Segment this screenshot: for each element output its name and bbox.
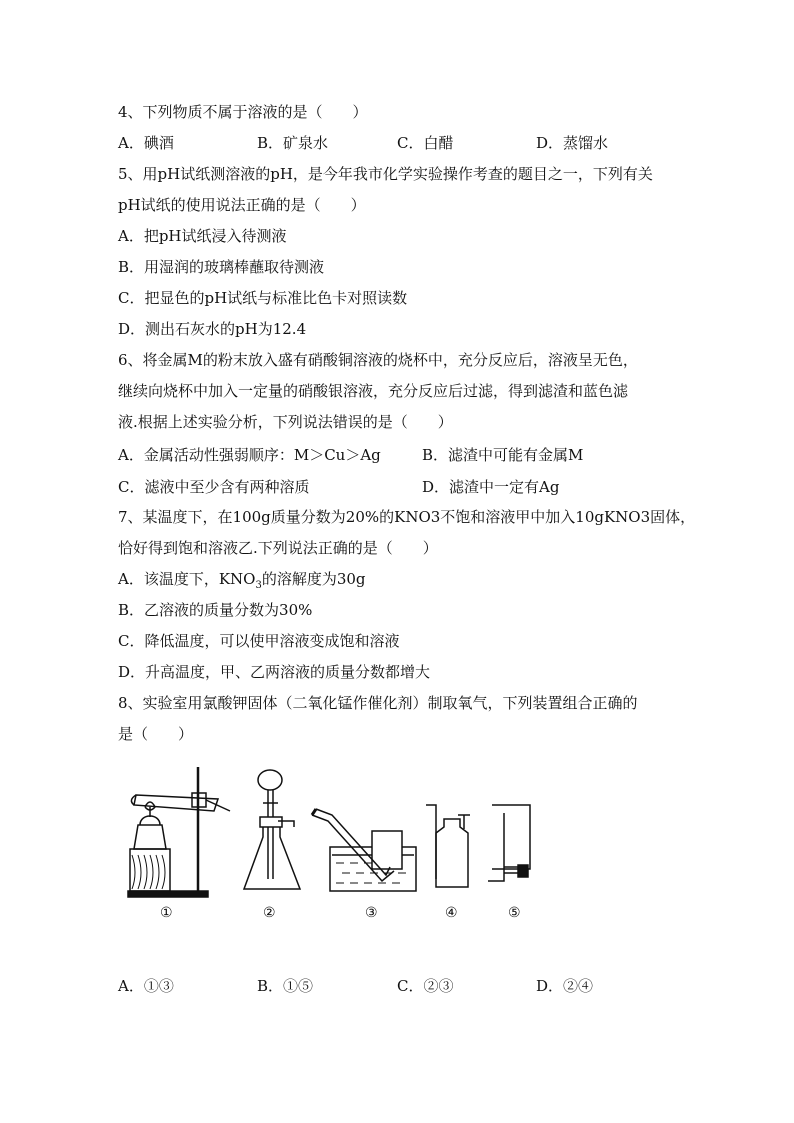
q5-option-a: A．把pH试纸浸入待测液 (118, 227, 287, 245)
apparatus-figure (118, 755, 548, 921)
q6-option-d: D．滤渣中一定有Ag (422, 478, 560, 496)
q7-stem-line2: 恰好得到饱和溶液乙.下列说法正确的是（ ） (118, 539, 438, 557)
apparatus-label-5: ⑤ (508, 905, 521, 921)
q6-stem-line1: 6、将金属M的粉末放入盛有硝酸铜溶液的烧杯中，充分反应后，溶液呈无色， (118, 351, 638, 369)
q4-option-a: A．碘酒 (118, 134, 174, 152)
q6-option-c: C．滤液中至少含有两种溶质 (118, 478, 310, 496)
q8-option-d: D．②④ (536, 977, 594, 995)
q4-option-d: D．蒸馏水 (536, 134, 609, 152)
apparatus-label-3: ③ (365, 905, 378, 921)
q5-stem-line2: pH试纸的使用说法正确的是（ ） (118, 196, 366, 214)
q8-option-c: C．②③ (397, 977, 454, 995)
q7-stem-line1: 7、某温度下，在100g质量分数为20%的KNO3不饱和溶液甲中加入10gKNO3固体， (118, 508, 696, 526)
q8-option-a: A．①③ (118, 977, 174, 995)
q7-option-d: D．升高温度，甲、乙两溶液的质量分数都增大 (118, 663, 431, 681)
q6-option-a: A．金属活动性强弱顺序：M＞Cu＞Ag (118, 446, 381, 464)
q7-option-a (118, 569, 366, 596)
q6-option-b: B．滤渣中可能有金属M (422, 446, 584, 464)
apparatus-drawing (118, 755, 548, 905)
q8-stem-line2: 是（ ） (118, 725, 194, 743)
q5-option-c: C．把显色的pH试纸与标准比色卡对照读数 (118, 289, 408, 307)
apparatus-2-flask-funnel (244, 770, 300, 889)
q8-option-b: B．①⑤ (257, 977, 314, 995)
q7-option-c: C．降低温度，可以使甲溶液变成饱和溶液 (118, 632, 400, 650)
apparatus-3-water-trough (312, 809, 416, 891)
apparatus-5-inverted-vessel (488, 805, 530, 881)
apparatus-label-2: ② (263, 905, 276, 921)
q8-stem-line1: 8、实验室用氯酸钾固体（二氧化锰作催化剂）制取氧气，下列装置组合正确的 (118, 694, 638, 712)
q4-option-c: C．白醋 (397, 134, 454, 152)
apparatus-4-gas-bottle (426, 805, 470, 887)
q4-option-b: B．矿泉水 (257, 134, 329, 152)
q5-option-d: D．测出石灰水的pH为12.4 (118, 320, 307, 338)
apparatus-label-1: ① (160, 905, 173, 921)
q6-stem-line3: 液.根据上述实验分析，下列说法错误的是（ ） (118, 413, 453, 431)
q5-option-b: B．用湿润的玻璃棒蘸取待测液 (118, 258, 325, 276)
apparatus-1-heating-setup (128, 767, 230, 897)
q7-option-a-pre: A．该温度下，KNO (118, 570, 256, 588)
q5-stem-line1: 5、用pH试纸测溶液的pH，是今年我市化学实验操作考查的题目之一，下列有关 (118, 165, 653, 183)
apparatus-label-4: ④ (445, 905, 458, 921)
q7-option-b: B．乙溶液的质量分数为30% (118, 601, 313, 619)
q4-stem: 4、下列物质不属于溶液的是（ ） (118, 103, 368, 121)
q6-stem-line2: 继续向烧杯中加入一定量的硝酸银溶液，充分反应后过滤，得到滤渣和蓝色滤 (118, 382, 629, 400)
q7-option-a-post: 的溶解度为30g (261, 570, 366, 588)
q7-option-a-sub: 3 (255, 580, 262, 591)
